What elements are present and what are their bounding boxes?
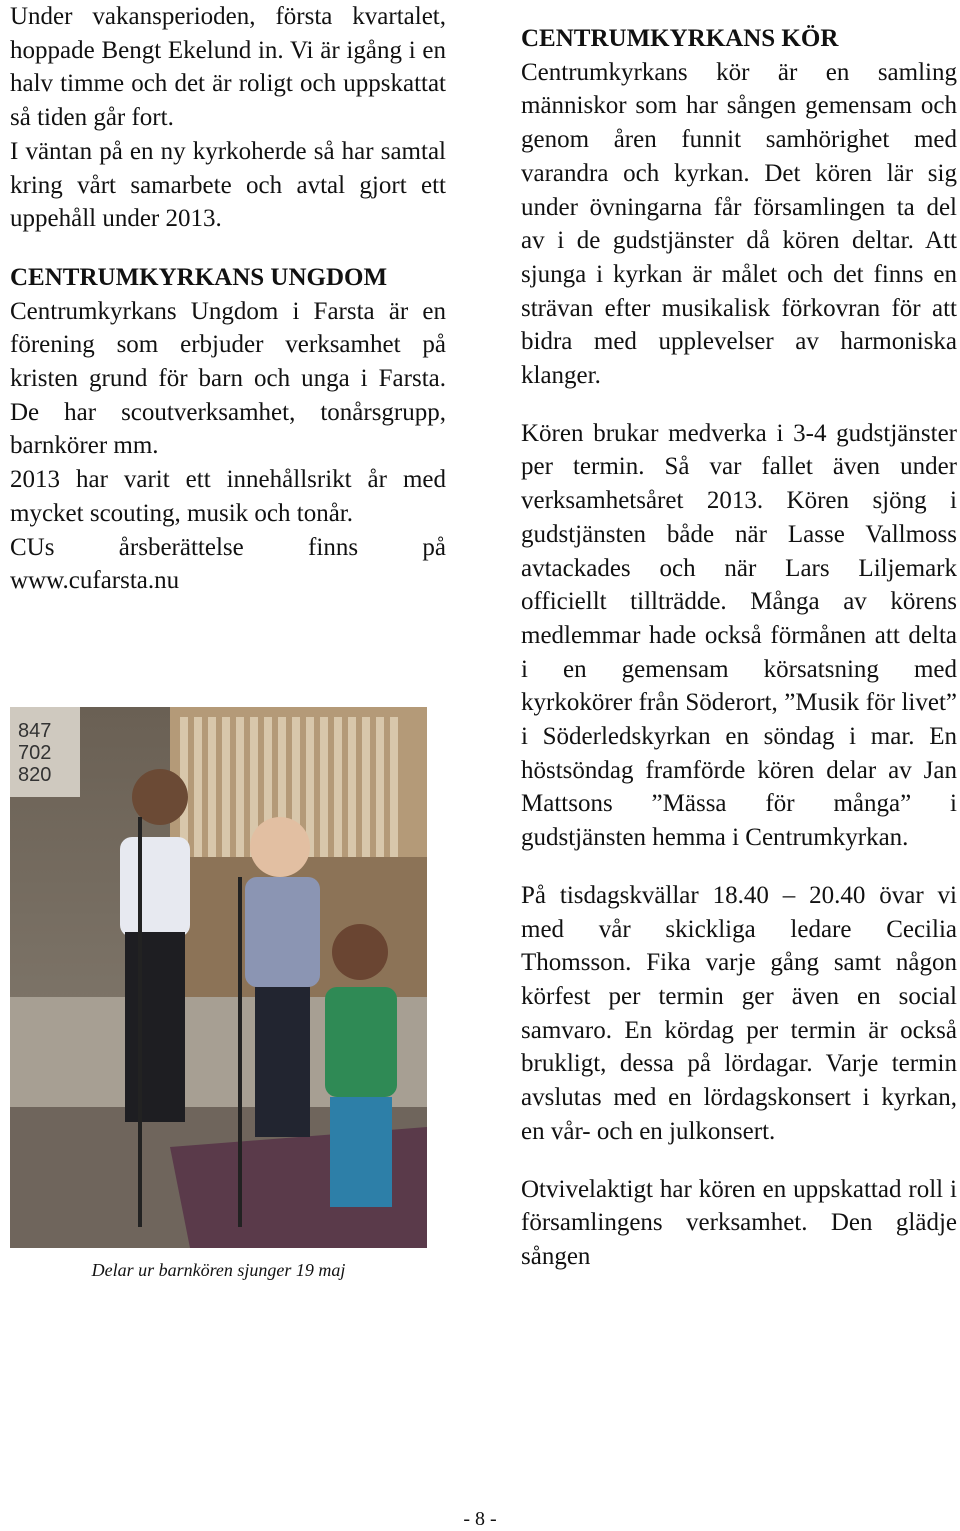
choir-photo [10,707,427,1248]
youth-paragraph-2: 2013 har varit ett innehållsrikt år med mycket scouting, musik och tonår. [10,466,446,527]
intro-paragraph-2: I väntan på en ny kyrkoherde så har samtal kring vårt samarbete och avtal gjort ett uppehåll under 2013. [10,137,446,233]
hymn-number-3: 820 [18,764,52,786]
left-column [10,0,446,598]
youth-heading: CENTRUMKYRKANS UNGDOM [10,263,388,291]
choir-paragraph-1: Centrumkyrkans kör är en samling människor som har sången gemensam och genom åren funnit samhörighet med varandra och kyrkan. Det kören lär sig under övningarna får församlingen ta del av i de gudstjänster då kören deltar. Att sjunga i kyrkan är målet och det finns en strävan efter musikalisk förkovran för att bidra med upplevelser av harmoniska klanger. [521,58,957,390]
youth-paragraph-3: CUs årsberättelse finns på www.cufarsta.nu [10,533,446,595]
photo-caption: Delar ur barnkören sjunger 19 maj [91,1260,346,1280]
choir-paragraph-3: På tisdagskvällar 18.40 – 20.40 övar vi med vår skickliga ledare Cecilia Thomsson. Fika varje gång samt någon körfest per termin ger även en social samvaro. En kördag per termin är också brukligt, dessa på lördagar. Varje termin avslutas med en lördagskonsert i kyrkan, en vår- och en julkonsert. [521,881,957,1145]
right-column [521,22,957,1274]
page-number: - 8 - [463,1508,497,1530]
choir-heading: CENTRUMKYRKANS KÖR [521,25,839,52]
hymn-number-2: 702 [18,742,52,764]
hymn-number-1: 847 [18,720,52,742]
choir-paragraph-2: Kören brukar medverka i 3-4 gudstjänster per termin. Så var fallet även under verksamhetsåret 2013. Kören sjöng i gudstjänsten både när Lasse Vallmoss avtackades och när Lars Liljemark officiellt tillträdde. Många av körens medlemmar hade också förmånen att delta i en gemensam körsatsning med kyrkokörer från Söderort, ”Musik för livet” i Söderledskyrkan en söndag i mar. En höstsöndag framförde kören delar av Jan Mattsons ”Mässa för många” i gudstjänsten hemma i Centrumkyrkan. [521,419,957,852]
intro-paragraph-1: Under vakansperioden, första kvartalet, hoppade Bengt Ekelund in. Vi är igång i en halv timme och det är roligt och uppskattat så tiden går fort. [10,3,446,132]
youth-paragraph-1: Centrumkyrkans Ungdom i Farsta är en förening som erbjuder verksamhet på kristen grund för barn och unga i Farsta. De har scoutverksamhet, tonårsgrupp, barnkörer mm. [10,297,446,460]
choir-paragraph-4: Otvivelaktigt har kören en uppskattad roll i församlingens verksamhet. Den glädje sången [521,1175,957,1270]
